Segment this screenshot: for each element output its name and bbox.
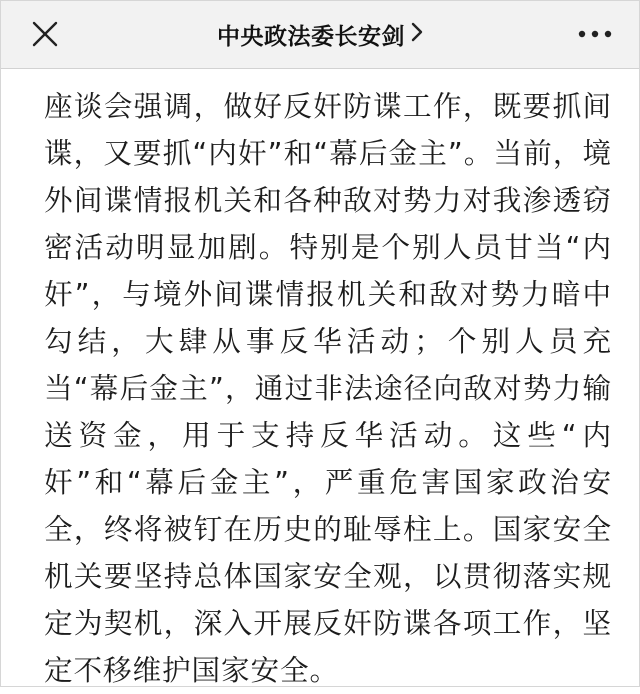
- account-title: 中央政法委长安剑: [217, 24, 405, 50]
- chevron-right-icon: [411, 22, 423, 48]
- article-body: [44, 83, 612, 694]
- more-horizontal-icon: [578, 30, 612, 38]
- more-options-button[interactable]: [573, 14, 617, 54]
- account-title-link[interactable]: [131, 1, 509, 68]
- close-button[interactable]: [25, 14, 65, 54]
- article-paragraph: 座谈会强调，做好反奸防谍工作，既要抓间谍，又要抓“内奸”和“幕后金主”。当前，境外间谍情报机关和各种敌对势力对我渗透窃密活动明显加剧。特别是个别人员甘当“内奸”，与境外间谍情报机关和敌对势力暗中勾结，大肆从事反华活动；个别人员充当“幕后金主”，通过非法途径向敌对势力输送资金，用于支持反华活动。这些“内奸”和“幕后金主”，严重危害国家政治安全，终将被钉在历史的耻辱柱上。国家安全机关要坚持总体国家安全观，以贯彻落实规定为契机，深入开展反奸防谍各项工作，坚定不移维护国家安全。: [44, 89, 612, 687]
- navigation-bar: [1, 1, 639, 69]
- close-icon: [32, 21, 58, 47]
